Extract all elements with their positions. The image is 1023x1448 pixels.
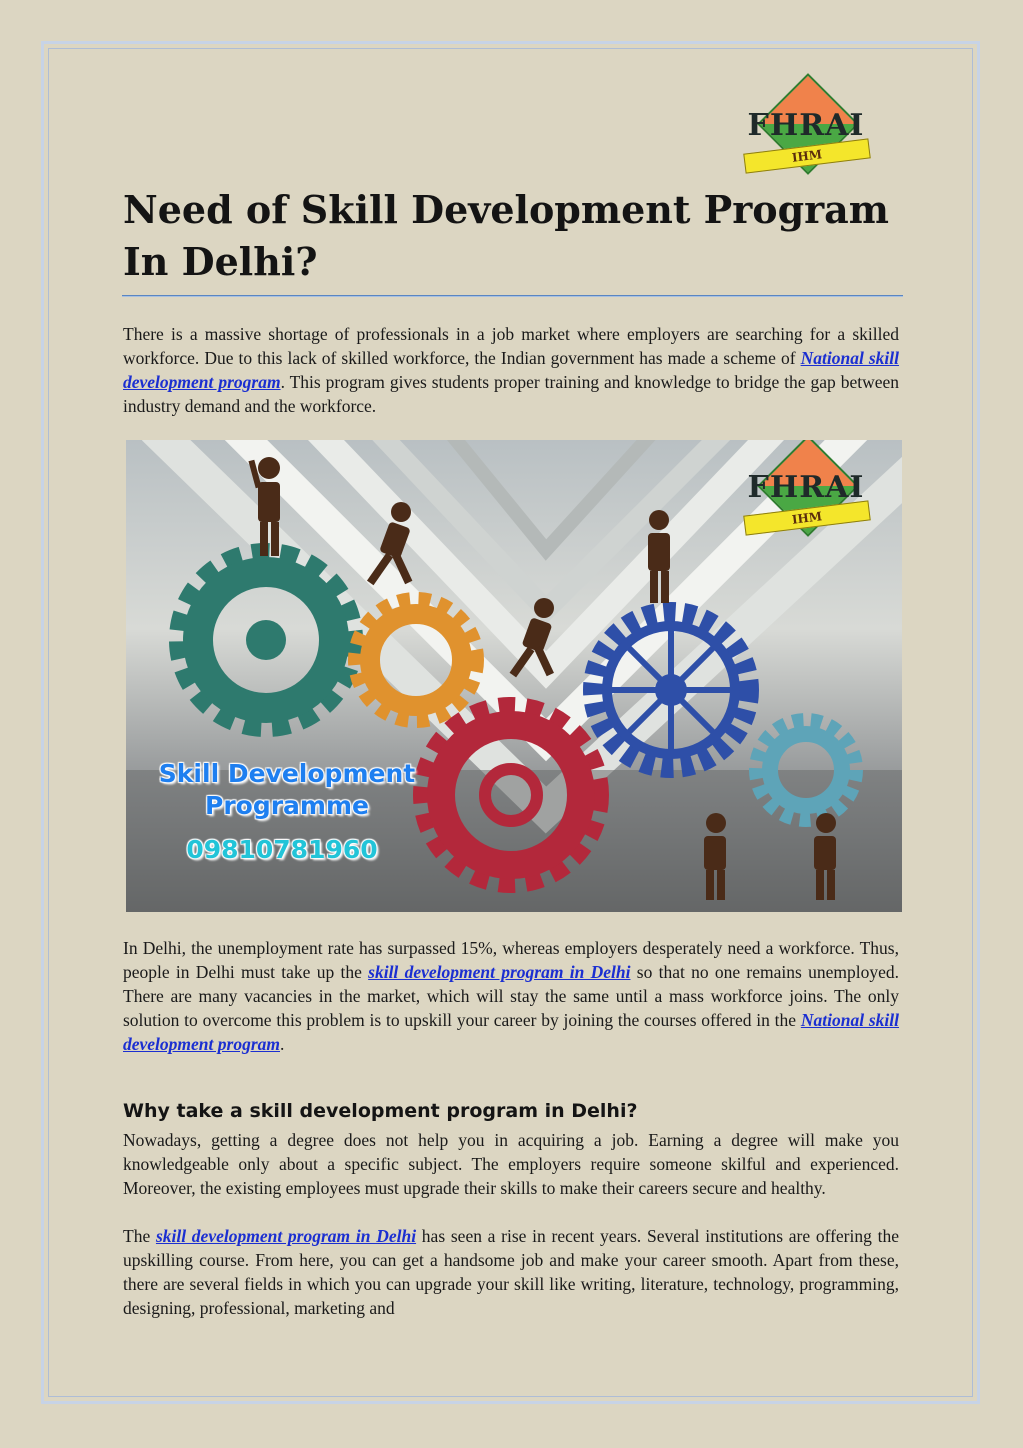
gear-blue (593, 612, 749, 768)
intro-text-end: . This program gives students proper training and knowledge to bridge the gap between industry demand and the workforce. (123, 372, 900, 416)
delhi-program-link-2[interactable]: skill development program in Delhi (155, 1226, 417, 1246)
title-divider (122, 295, 903, 297)
para2-text-2: so that no one remains unemployed. There are many vacancies in the market, which will stay the same until a mass workforce joins. The only solution to overcome this problem is to upskill your career by joining the courses offered in the (123, 962, 899, 1030)
degree-paragraph: Nowadays, getting a degree does not help you in acquiring a job. Earning a degree will make you knowledgeable only about a specific subject. The employers require someone skilful and experienced. Moreover, the existing employees must upgrade their skills to make their careers secure and healthy. (123, 1130, 899, 1198)
logo-word: FHRAI (747, 108, 865, 143)
illustration-phone-number: 09810781960 (186, 835, 378, 864)
section-heading: Why take a skill development program in Delhi? (123, 1100, 638, 1122)
national-program-link-2[interactable]: National skill development program (123, 1010, 899, 1054)
unemployment-paragraph (123, 936, 899, 1056)
illustration-logo (722, 448, 890, 540)
intro-paragraph (123, 322, 899, 418)
para2-text-3: . (280, 1034, 285, 1054)
page-title: Need of Skill Development Program In Delhi? (123, 187, 890, 284)
caption-line-2: Programme (205, 791, 369, 820)
rise-paragraph (123, 1224, 899, 1320)
gear-teal (186, 560, 346, 720)
illustration-logo-ribbon: IHM (743, 500, 870, 535)
delhi-program-link-1[interactable]: skill development program in Delhi (368, 962, 631, 982)
national-program-link[interactable]: National skill development program (123, 348, 900, 392)
para2-text-1: In Delhi, the unemployment rate has surpassed 15%, whereas employers desperately need a workforce. Thus, people in Delhi must take up the (123, 938, 899, 982)
intro-text-start: There is a massive shortage of professionals in a job market where employers are searching for a skilled workforce. Due to this lack of skilled workforce, the Indian government has made a scheme of (123, 324, 899, 368)
logo-ribbon: IHM (743, 138, 870, 173)
person-standing-center (648, 510, 670, 603)
illustration-logo-word: FHRAI (747, 470, 865, 505)
para4-text-end: has seen a rise in recent years. Several institutions are offering the upskilling course. From here, you can get a handsome job and make your career smooth. Apart from these, there are several fields in which you can upgrade your skill like writing, literature, technology, programming, designing, professional, marketing and (123, 1226, 899, 1318)
para4-text-start: The (123, 1226, 156, 1246)
illustration-caption (142, 758, 432, 822)
skill-development-illustration (126, 440, 902, 912)
fhrai-logo (722, 86, 890, 178)
caption-line-1: Skill Development (158, 759, 416, 788)
